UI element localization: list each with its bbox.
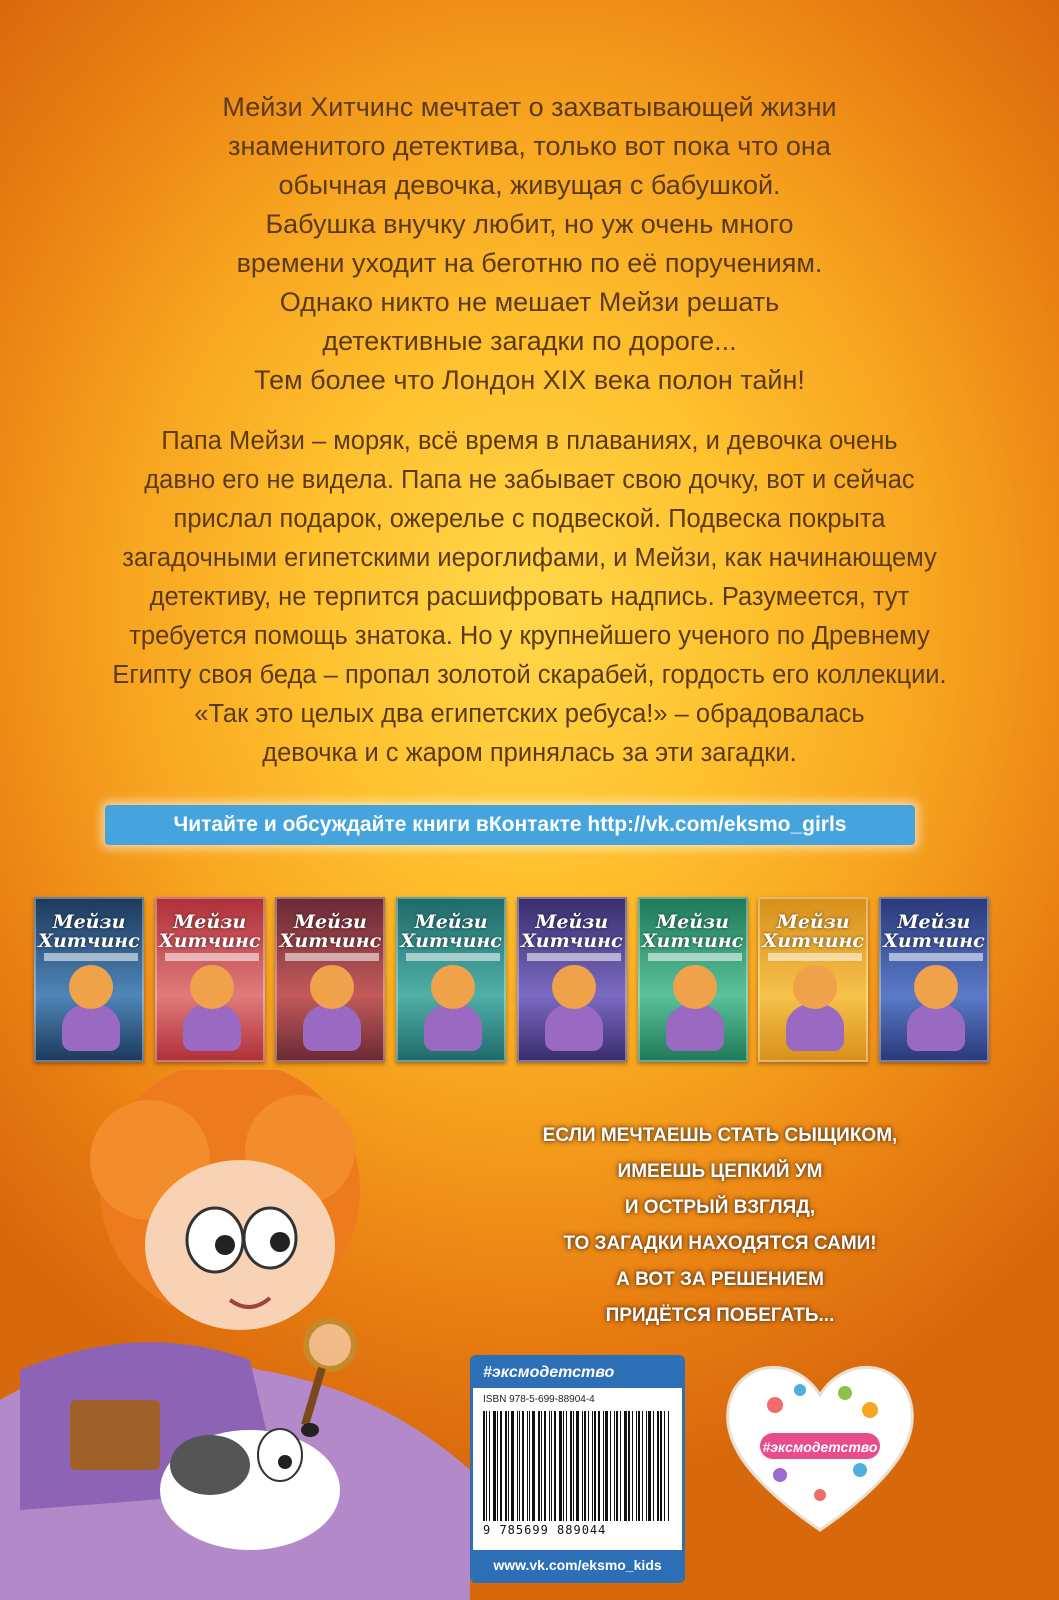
story-line: детективу, не терпится расшифровать надпись. Разумеется, тут [149,583,910,611]
cover-girl-head [69,965,113,1009]
barcode-bar [500,1411,502,1521]
barcode-bar [508,1411,509,1521]
barcode-bar [648,1411,651,1521]
barcode-bar [632,1411,633,1521]
barcode-bar [614,1411,615,1521]
barcode-bar [610,1411,611,1521]
cover-title: Мейзи Хитчинс [158,911,261,952]
barcode-bar [638,1411,640,1521]
cover-title: Мейзи Хитчинс [38,911,140,952]
barcode-bar [517,1411,518,1521]
barcode-bar [551,1411,552,1521]
cover-girl-dress [62,1003,120,1051]
series-book-cover [275,897,385,1062]
barcode-bar [657,1411,659,1521]
barcode-bar [529,1411,530,1521]
cover-band [889,953,983,961]
intro-line: обычная девочка, живущая с бабушкой. [278,170,781,200]
story-line: прислал подарок, ожерелье с подвеской. Подвеска покрыта [173,505,886,533]
barcode-bar [549,1411,550,1521]
story-line: требуется помощь знатока. Но у крупнейшего ученого по Древнему [129,622,930,650]
slogan-line: ЕСЛИ МЕЧТАЕШЬ СТАТЬ СЫЩИКОМ, [542,1125,898,1146]
story-paragraph [0,422,1059,773]
story-line: девочка и с жаром принялась за эти загадки. [262,739,797,767]
cover-girl-head [431,965,475,1009]
cover-girl-dress [183,1003,241,1051]
intro-line: детективные загадки по дороге... [322,326,737,356]
intro-line: времени уходит на беготню по её поручениям. [236,248,823,278]
intro-line: Бабушка внучку любит, но уж очень много [265,209,794,239]
series-book-cover [517,897,627,1062]
slogan-line: А ВОТ ЗА РЕШЕНИЕМ [616,1269,824,1290]
cover-girl-dress [303,1003,361,1051]
barcode-bar [668,1411,669,1521]
story-line: загадочными египетскими иероглифами, и Мейзи, как начинающему [122,544,937,572]
cover-title: Мейзи Хитчинс [279,911,382,952]
story-line: Египту своя беда – пропал золотой скарабей, гордость его коллекции. [112,661,947,689]
barcode-bar [584,1411,586,1521]
cover-band [44,953,138,961]
cover-girl-head [914,965,958,1009]
barcode-bar [559,1411,562,1521]
cover-girl-head [310,965,354,1009]
cover-band [406,953,500,961]
barcode-bar [527,1411,528,1521]
barcode-bar [570,1411,572,1521]
cover-girl-head [673,965,717,1009]
slogan-line: ТО ЗАГАДКИ НАХОДЯТСЯ САМИ! [563,1233,877,1254]
series-book-cover [758,897,868,1062]
slogan-line: ИМЕЕШЬ ЦЕПКИЙ УМ [617,1161,823,1182]
barcode-bar [486,1411,487,1521]
slogan-block [510,1118,930,1334]
barcode-bar [522,1411,524,1521]
barcode-bar [566,1411,567,1521]
cover-title: Мейзи Хитчинс [521,911,623,952]
barcode-bar [489,1411,490,1521]
cover-girl-head [793,965,837,1009]
barcode-block [470,1355,685,1583]
barcode-bar [554,1411,556,1521]
cover-girl-head [552,965,596,1009]
cover-girl-dress [786,1003,844,1051]
vk-kids-url[interactable]: www.vk.com/eksmo_kids [473,1550,682,1580]
intro-line: Однако никто не мешает Мейзи решать [279,287,780,317]
intro-line: знаменитого детектива, только вот пока что она [228,131,831,161]
barcode-bars [483,1411,672,1521]
barcode-bar [642,1411,643,1521]
series-book-cover [638,897,748,1062]
vk-link-banner[interactable]: Читайте и обсуждайте книги вКонтакте http://vk.com/eksmo_girls [105,805,915,845]
cover-title: Мейзи Хитчинс [400,911,502,952]
brand-label: #эксмодетство [473,1358,682,1388]
cover-title: Мейзи Хитчинс [762,911,864,952]
series-book-cover [34,897,144,1062]
cover-title: Мейзи Хитчинс [883,911,985,952]
barcode-bar [605,1411,608,1521]
barcode-bar [519,1411,520,1521]
barcode-number: 9 785699 889044 [483,1523,607,1537]
barcode-bar [653,1411,654,1521]
intro-paragraph [0,88,1059,400]
barcode-bar [573,1411,574,1521]
intro-line: Тем более что Лондон XIX века полон тайн! [254,365,805,395]
barcode-bar [576,1411,579,1521]
barcode-bar [594,1411,596,1521]
story-line: Папа Мейзи – моряк, всё время в плаваниях, и девочка очень [161,427,898,455]
cover-band [648,953,742,961]
series-book-cover [879,897,989,1062]
story-line: давно его не видела. Папа не забывает свою дочку, вот и сейчас [144,466,915,494]
cover-band [285,953,379,961]
heart-logo-icon [720,1345,920,1545]
slogan-line: ПРИДЁТСЯ ПОБЕГАТЬ... [605,1305,835,1326]
cover-band [768,953,862,961]
cover-girl-dress [424,1003,482,1051]
barcode-bar [532,1411,535,1521]
barcode-bar [616,1411,618,1521]
series-book-cover [396,897,506,1062]
story-line: «Так это целых два египетских ребуса!» – обрадовалась [194,700,865,728]
barcode-bar [624,1411,627,1521]
cover-girl-dress [545,1003,603,1051]
barcode-bar [493,1411,496,1521]
cover-girl-dress [907,1003,965,1051]
barcode-bar [497,1411,498,1521]
barcode-bar [563,1411,564,1521]
cover-girl-head [190,965,234,1009]
barcode-bar [646,1411,647,1521]
barcode-bar [541,1411,542,1521]
barcode-bar [505,1411,507,1521]
barcode-bar [636,1411,637,1521]
cover-girl-dress [666,1003,724,1051]
barcode-bar [511,1411,514,1521]
barcode-bar [660,1411,662,1521]
barcode-bar [628,1411,630,1521]
barcode-bar [544,1411,546,1521]
barcode-bar [603,1411,604,1521]
cover-band [527,953,621,961]
barcode-bar [598,1411,600,1521]
cover-band [165,953,259,961]
isbn-text: ISBN 978-5-699-88904-4 [483,1394,595,1405]
girl-with-magnifier-illustration [0,1070,470,1600]
intro-line: Мейзи Хитчинс мечтает о захватывающей жизни [222,92,837,122]
cover-title: Мейзи Хитчинс [641,911,744,952]
barcode-bar [620,1411,621,1521]
barcode-bar [588,1411,589,1521]
barcode-bar [483,1411,485,1521]
series-book-cover [155,897,265,1062]
heart-logo-text: #эксмодетство [762,1439,878,1455]
barcode-bar [538,1411,540,1521]
barcode-bar [664,1411,665,1521]
barcode-bar [582,1411,583,1521]
barcode-bar [592,1411,593,1521]
slogan-line: И ОСТРЫЙ ВЗГЛЯД, [624,1197,816,1218]
series-covers-row [34,897,989,1062]
